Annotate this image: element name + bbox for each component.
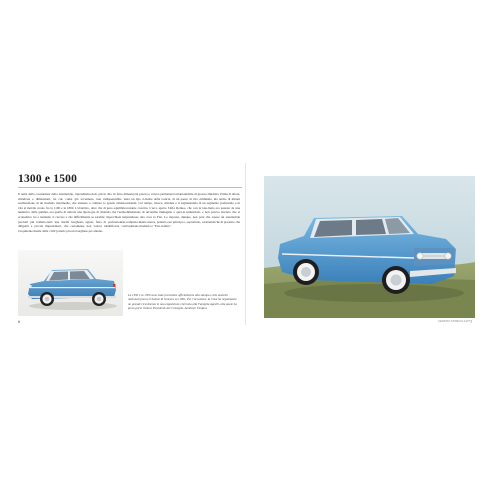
- photo-caption: La 1300 e la 1500 sono state presentate ufficialmente alla stampa e alle autorità nazionali presso il Salone di Ginevra nel 1961. Per l'occasione, la Casa ha organizzato un grande ricevimento in una esposizione riservata alla Famiglia Agnelli, alla quale ha preso parte l'allora Presidente del Consiglio, Amintore Fanfani.: [128, 293, 237, 311]
- photo-credit: CENTRO STORICO FIAT: [438, 319, 470, 323]
- title-rule: [18, 187, 242, 188]
- car-rear-photo: [18, 250, 123, 316]
- section-title: 1300 e 1500: [18, 173, 78, 185]
- page-gutter: [245, 163, 246, 325]
- body-text-column-1: Il tema della costruzione della automobile, riprendiamo-dolo più in alto in fatto di cilindrata e dimensioni, tra cui, come già accennato, non indispensabile la realizzazione di un modello intermedio, che andasse a colmare lo spazio rimasto vita al mobile creato fra la 1100 e la 1800. L'obiettivo, oltre che di puro equilibrio numerico della gamma, era quello di attirare una tipolo-gia di clientela che l'uomo economico tra a tantando ci cercare e che difficilmente se sarebbe rispecchiata nei prodotti più tradizio-nali: una media borghesia agiata, fatta di professionisti, dirigenti e piccoli imprenditori, che certamente non voleva identificarsi con l'acquirente media della 1100 (ceteris piccola borghese per antono-: [18, 192, 126, 233]
- page-number-left: 6: [18, 319, 21, 324]
- page-number-right: 7: [470, 319, 473, 324]
- body-text-column-2: masia) né poteva o voleva permettersi un'automobile di grossa cilindrata. Prima di allora, era un tipo ci-liente della Lancia, di un paese di vita culminale, ma anche di mitoni esistenti. Col tempo, invece, divenne e il segmentando di un segmento preferendo e in costante crescita. L'arco aperto l'Alfa Romeo, che con la Giu-lietta era passata da una dimensione di un'ottima immagine a quel-la industriale, e non poteva lasciare che si prendesse una cosa la Fiat. La risposta, dunque, non poté che essere un automobile completa-mente nuova, pensata con principi e, soprattutto, caratteristiche di prodotto che l'opinione moderna e "Fiat-ciatina".: [126, 192, 240, 229]
- car-front-photo: [264, 176, 475, 318]
